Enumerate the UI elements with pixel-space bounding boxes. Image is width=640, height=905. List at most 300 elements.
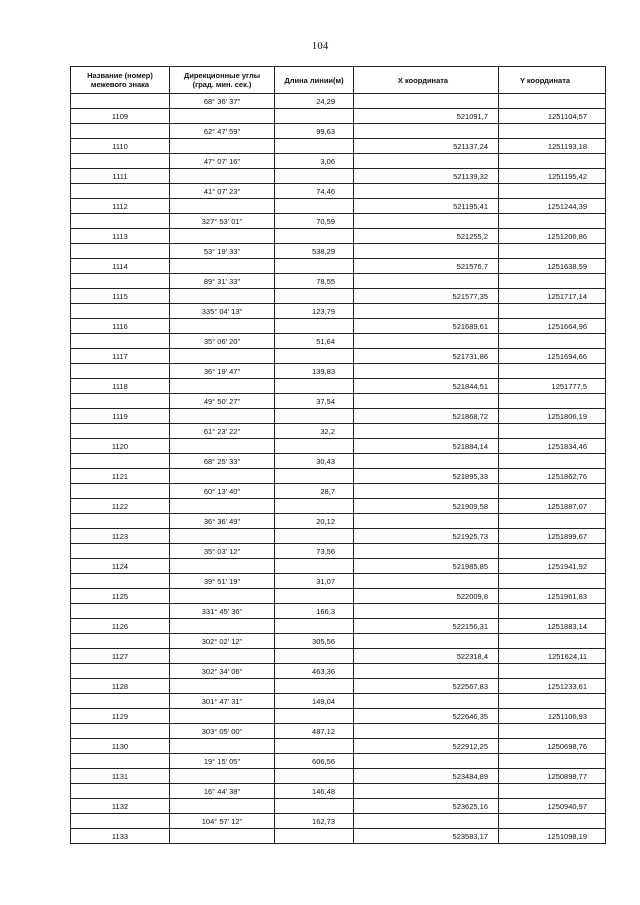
cell-direction-angle: 302° 02' 12" bbox=[170, 634, 275, 649]
cell-mark-name bbox=[71, 724, 170, 739]
cell-line-length bbox=[275, 589, 354, 604]
cell-line-length bbox=[275, 199, 354, 214]
cell-x-coordinate bbox=[354, 724, 499, 739]
cell-direction-angle bbox=[170, 769, 275, 784]
cell-line-length bbox=[275, 649, 354, 664]
cell-line-length: 99,63 bbox=[275, 124, 354, 139]
cell-line-length: 305,56 bbox=[275, 634, 354, 649]
cell-direction-angle bbox=[170, 619, 275, 634]
table-row bbox=[71, 424, 606, 439]
cell-line-length: 3,06 bbox=[275, 154, 354, 169]
table-row bbox=[71, 724, 606, 739]
table-row bbox=[71, 154, 606, 169]
table-body bbox=[71, 94, 606, 844]
cell-direction-angle: 301° 47' 31" bbox=[170, 694, 275, 709]
cell-direction-angle: 89° 31' 33" bbox=[170, 274, 275, 289]
table-row bbox=[71, 514, 606, 529]
cell-x-coordinate: 522567,83 bbox=[354, 679, 499, 694]
cell-y-coordinate: 1251244,39 bbox=[499, 199, 606, 214]
cell-mark-name: 1132 bbox=[71, 799, 170, 814]
cell-direction-angle bbox=[170, 739, 275, 754]
table-row bbox=[71, 289, 606, 304]
cell-line-length: 463,36 bbox=[275, 664, 354, 679]
cell-mark-name: 1124 bbox=[71, 559, 170, 574]
cell-y-coordinate: 1251624,11 bbox=[499, 649, 606, 664]
cell-x-coordinate: 523484,89 bbox=[354, 769, 499, 784]
cell-x-coordinate: 522009,8 bbox=[354, 589, 499, 604]
cell-mark-name: 1114 bbox=[71, 259, 170, 274]
cell-y-coordinate bbox=[499, 484, 606, 499]
cell-mark-name bbox=[71, 454, 170, 469]
cell-line-length: 51,64 bbox=[275, 334, 354, 349]
cell-line-length: 70,59 bbox=[275, 214, 354, 229]
cell-y-coordinate bbox=[499, 814, 606, 829]
cell-x-coordinate: 521576,7 bbox=[354, 259, 499, 274]
cell-line-length: 30,43 bbox=[275, 454, 354, 469]
cell-mark-name bbox=[71, 814, 170, 829]
table-row bbox=[71, 589, 606, 604]
cell-y-coordinate bbox=[499, 754, 606, 769]
table-row bbox=[71, 304, 606, 319]
cell-line-length bbox=[275, 769, 354, 784]
table-row bbox=[71, 229, 606, 244]
cell-direction-angle bbox=[170, 109, 275, 124]
cell-y-coordinate: 1250898,77 bbox=[499, 769, 606, 784]
cell-x-coordinate bbox=[354, 394, 499, 409]
cell-mark-name bbox=[71, 244, 170, 259]
cell-mark-name bbox=[71, 274, 170, 289]
cell-mark-name bbox=[71, 664, 170, 679]
cell-x-coordinate: 521091,7 bbox=[354, 109, 499, 124]
cell-mark-name: 1131 bbox=[71, 769, 170, 784]
cell-direction-angle: 39° 51' 19" bbox=[170, 574, 275, 589]
table-row bbox=[71, 469, 606, 484]
cell-direction-angle bbox=[170, 709, 275, 724]
cell-y-coordinate bbox=[499, 664, 606, 679]
cell-x-coordinate bbox=[354, 514, 499, 529]
table-row bbox=[71, 259, 606, 274]
cell-line-length: 28,7 bbox=[275, 484, 354, 499]
cell-direction-angle bbox=[170, 829, 275, 844]
cell-x-coordinate: 521139,32 bbox=[354, 169, 499, 184]
table-row bbox=[71, 799, 606, 814]
cell-mark-name: 1133 bbox=[71, 829, 170, 844]
cell-mark-name: 1129 bbox=[71, 709, 170, 724]
cell-mark-name bbox=[71, 214, 170, 229]
cell-direction-angle: 61° 23' 22" bbox=[170, 424, 275, 439]
cell-mark-name: 1109 bbox=[71, 109, 170, 124]
cell-direction-angle: 335° 04' 13" bbox=[170, 304, 275, 319]
cell-mark-name: 1123 bbox=[71, 529, 170, 544]
cell-direction-angle bbox=[170, 499, 275, 514]
cell-line-length: 73,56 bbox=[275, 544, 354, 559]
cell-line-length: 20,12 bbox=[275, 514, 354, 529]
table-row bbox=[71, 544, 606, 559]
cell-direction-angle bbox=[170, 409, 275, 424]
cell-x-coordinate bbox=[354, 574, 499, 589]
cell-line-length bbox=[275, 349, 354, 364]
cell-x-coordinate: 521895,33 bbox=[354, 469, 499, 484]
cell-mark-name: 1112 bbox=[71, 199, 170, 214]
cell-y-coordinate: 1251777,5 bbox=[499, 379, 606, 394]
cell-x-coordinate: 521868,72 bbox=[354, 409, 499, 424]
header-angle: Дирекционные углы (град. мин. сек.) bbox=[170, 67, 275, 94]
cell-x-coordinate bbox=[354, 364, 499, 379]
cell-x-coordinate bbox=[354, 424, 499, 439]
cell-y-coordinate bbox=[499, 394, 606, 409]
cell-line-length bbox=[275, 439, 354, 454]
cell-mark-name bbox=[71, 604, 170, 619]
cell-line-length bbox=[275, 229, 354, 244]
cell-direction-angle bbox=[170, 349, 275, 364]
cell-y-coordinate: 1251193,18 bbox=[499, 139, 606, 154]
cell-mark-name bbox=[71, 94, 170, 109]
cell-x-coordinate: 523625,16 bbox=[354, 799, 499, 814]
cell-y-coordinate bbox=[499, 574, 606, 589]
cell-y-coordinate bbox=[499, 94, 606, 109]
cell-y-coordinate bbox=[499, 424, 606, 439]
table-row bbox=[71, 109, 606, 124]
table-row bbox=[71, 559, 606, 574]
cell-line-length bbox=[275, 709, 354, 724]
cell-x-coordinate: 521985,85 bbox=[354, 559, 499, 574]
cell-y-coordinate bbox=[499, 364, 606, 379]
table-row bbox=[71, 769, 606, 784]
page-number: 104 bbox=[311, 40, 329, 52]
cell-direction-angle bbox=[170, 439, 275, 454]
header-name: Название (номер) межевого знака bbox=[71, 67, 170, 94]
cell-direction-angle: 104° 57' 12" bbox=[170, 814, 275, 829]
cell-x-coordinate bbox=[354, 244, 499, 259]
cell-x-coordinate: 522318,4 bbox=[354, 649, 499, 664]
cell-direction-angle bbox=[170, 679, 275, 694]
cell-y-coordinate: 1251206,86 bbox=[499, 229, 606, 244]
table-row bbox=[71, 169, 606, 184]
cell-x-coordinate bbox=[354, 124, 499, 139]
cell-direction-angle: 49° 50' 27" bbox=[170, 394, 275, 409]
cell-x-coordinate: 521731,86 bbox=[354, 349, 499, 364]
cell-y-coordinate bbox=[499, 454, 606, 469]
cell-x-coordinate: 521195,41 bbox=[354, 199, 499, 214]
cell-direction-angle bbox=[170, 589, 275, 604]
table-row bbox=[71, 604, 606, 619]
cell-y-coordinate: 1251638,59 bbox=[499, 259, 606, 274]
cell-direction-angle: 53° 19' 33" bbox=[170, 244, 275, 259]
cell-x-coordinate bbox=[354, 604, 499, 619]
cell-line-length bbox=[275, 109, 354, 124]
table-row bbox=[71, 454, 606, 469]
cell-y-coordinate bbox=[499, 604, 606, 619]
cell-mark-name bbox=[71, 304, 170, 319]
cell-direction-angle: 35° 06' 20" bbox=[170, 334, 275, 349]
cell-direction-angle bbox=[170, 559, 275, 574]
cell-mark-name bbox=[71, 334, 170, 349]
cell-y-coordinate: 1251195,42 bbox=[499, 169, 606, 184]
cell-mark-name: 1110 bbox=[71, 139, 170, 154]
cell-mark-name bbox=[71, 574, 170, 589]
cell-y-coordinate bbox=[499, 124, 606, 139]
cell-mark-name bbox=[71, 784, 170, 799]
table-row bbox=[71, 574, 606, 589]
cell-direction-angle: 16° 44' 38" bbox=[170, 784, 275, 799]
cell-line-length bbox=[275, 379, 354, 394]
cell-direction-angle bbox=[170, 259, 275, 274]
cell-x-coordinate bbox=[354, 544, 499, 559]
cell-line-length bbox=[275, 319, 354, 334]
cell-line-length bbox=[275, 169, 354, 184]
cell-mark-name bbox=[71, 124, 170, 139]
cell-x-coordinate bbox=[354, 334, 499, 349]
cell-mark-name bbox=[71, 694, 170, 709]
cell-line-length bbox=[275, 529, 354, 544]
cell-x-coordinate bbox=[354, 274, 499, 289]
cell-y-coordinate bbox=[499, 514, 606, 529]
cell-direction-angle: 47° 07' 16" bbox=[170, 154, 275, 169]
cell-mark-name: 1130 bbox=[71, 739, 170, 754]
header-y: Y координата bbox=[499, 67, 606, 94]
cell-line-length bbox=[275, 259, 354, 274]
cell-mark-name bbox=[71, 514, 170, 529]
cell-line-length: 31,07 bbox=[275, 574, 354, 589]
cell-line-length bbox=[275, 559, 354, 574]
cell-x-coordinate: 521844,51 bbox=[354, 379, 499, 394]
cell-line-length bbox=[275, 139, 354, 154]
cell-line-length: 166,3 bbox=[275, 604, 354, 619]
table-row bbox=[71, 394, 606, 409]
cell-line-length: 123,79 bbox=[275, 304, 354, 319]
cell-y-coordinate: 1251941,92 bbox=[499, 559, 606, 574]
cell-direction-angle bbox=[170, 469, 275, 484]
cell-line-length: 487,12 bbox=[275, 724, 354, 739]
cell-line-length: 37,54 bbox=[275, 394, 354, 409]
cell-x-coordinate bbox=[354, 214, 499, 229]
cell-mark-name: 1116 bbox=[71, 319, 170, 334]
cell-direction-angle: 36° 36' 49" bbox=[170, 514, 275, 529]
cell-x-coordinate bbox=[354, 454, 499, 469]
cell-x-coordinate: 521909,58 bbox=[354, 499, 499, 514]
cell-y-coordinate: 1251961,83 bbox=[499, 589, 606, 604]
cell-line-length: 146,48 bbox=[275, 784, 354, 799]
cell-x-coordinate bbox=[354, 784, 499, 799]
cell-line-length: 78,55 bbox=[275, 274, 354, 289]
cell-direction-angle: 19° 15' 05" bbox=[170, 754, 275, 769]
cell-mark-name bbox=[71, 154, 170, 169]
cell-mark-name: 1118 bbox=[71, 379, 170, 394]
cell-line-length: 538,29 bbox=[275, 244, 354, 259]
cell-y-coordinate: 1250940,97 bbox=[499, 799, 606, 814]
cell-y-coordinate bbox=[499, 334, 606, 349]
cell-direction-angle: 303° 05' 00" bbox=[170, 724, 275, 739]
table-row bbox=[71, 529, 606, 544]
cell-direction-angle: 68° 25' 33" bbox=[170, 454, 275, 469]
cell-direction-angle: 36° 19' 47" bbox=[170, 364, 275, 379]
cell-x-coordinate: 521577,35 bbox=[354, 289, 499, 304]
cell-direction-angle: 327° 53' 01" bbox=[170, 214, 275, 229]
table-row bbox=[71, 664, 606, 679]
table-row bbox=[71, 199, 606, 214]
cell-mark-name: 1115 bbox=[71, 289, 170, 304]
table-row bbox=[71, 634, 606, 649]
cell-direction-angle bbox=[170, 319, 275, 334]
cell-mark-name bbox=[71, 634, 170, 649]
table-row bbox=[71, 379, 606, 394]
table-row bbox=[71, 739, 606, 754]
cell-y-coordinate bbox=[499, 634, 606, 649]
cell-line-length: 74,46 bbox=[275, 184, 354, 199]
cell-y-coordinate: 1251664,96 bbox=[499, 319, 606, 334]
cell-y-coordinate: 1251899,67 bbox=[499, 529, 606, 544]
cell-x-coordinate bbox=[354, 184, 499, 199]
cell-mark-name: 1117 bbox=[71, 349, 170, 364]
cell-x-coordinate: 521925,73 bbox=[354, 529, 499, 544]
cell-line-length bbox=[275, 289, 354, 304]
cell-y-coordinate: 1251862,76 bbox=[499, 469, 606, 484]
cell-y-coordinate: 1251834,46 bbox=[499, 439, 606, 454]
cell-direction-angle bbox=[170, 799, 275, 814]
cell-y-coordinate: 1251104,57 bbox=[499, 109, 606, 124]
table-row bbox=[71, 499, 606, 514]
cell-x-coordinate bbox=[354, 304, 499, 319]
cell-direction-angle bbox=[170, 379, 275, 394]
cell-y-coordinate bbox=[499, 544, 606, 559]
cell-direction-angle bbox=[170, 289, 275, 304]
cell-direction-angle: 41° 07' 23" bbox=[170, 184, 275, 199]
cell-mark-name bbox=[71, 484, 170, 499]
table-row bbox=[71, 814, 606, 829]
cell-y-coordinate bbox=[499, 244, 606, 259]
cell-mark-name: 1111 bbox=[71, 169, 170, 184]
cell-y-coordinate bbox=[499, 274, 606, 289]
cell-x-coordinate bbox=[354, 154, 499, 169]
cell-x-coordinate: 522156,31 bbox=[354, 619, 499, 634]
cell-mark-name: 1113 bbox=[71, 229, 170, 244]
table-row bbox=[71, 274, 606, 289]
cell-line-length: 32,2 bbox=[275, 424, 354, 439]
cell-x-coordinate bbox=[354, 484, 499, 499]
cell-x-coordinate bbox=[354, 664, 499, 679]
table-row bbox=[71, 484, 606, 499]
cell-y-coordinate: 1250698,76 bbox=[499, 739, 606, 754]
cell-line-length bbox=[275, 829, 354, 844]
cell-y-coordinate: 1251098,19 bbox=[499, 829, 606, 844]
cell-y-coordinate: 1251233,61 bbox=[499, 679, 606, 694]
cell-y-coordinate bbox=[499, 184, 606, 199]
cell-x-coordinate bbox=[354, 94, 499, 109]
cell-direction-angle bbox=[170, 529, 275, 544]
cell-direction-angle: 302° 34' 06" bbox=[170, 664, 275, 679]
cell-y-coordinate bbox=[499, 694, 606, 709]
cell-y-coordinate: 1251887,07 bbox=[499, 499, 606, 514]
cell-line-length bbox=[275, 409, 354, 424]
cell-y-coordinate bbox=[499, 304, 606, 319]
cell-line-length: 139,83 bbox=[275, 364, 354, 379]
cell-direction-angle: 60° 13' 40" bbox=[170, 484, 275, 499]
table-header-row bbox=[71, 67, 606, 94]
table-row bbox=[71, 244, 606, 259]
table-row bbox=[71, 694, 606, 709]
table-row bbox=[71, 184, 606, 199]
cell-mark-name bbox=[71, 544, 170, 559]
cell-line-length: 162,73 bbox=[275, 814, 354, 829]
cell-x-coordinate: 522912,25 bbox=[354, 739, 499, 754]
table-row bbox=[71, 124, 606, 139]
cell-line-length bbox=[275, 679, 354, 694]
table-row bbox=[71, 649, 606, 664]
cell-x-coordinate: 522646,35 bbox=[354, 709, 499, 724]
table-row bbox=[71, 139, 606, 154]
cell-x-coordinate: 523583,17 bbox=[354, 829, 499, 844]
cell-mark-name: 1128 bbox=[71, 679, 170, 694]
cell-direction-angle: 68° 36' 37" bbox=[170, 94, 275, 109]
table-row bbox=[71, 709, 606, 724]
cell-direction-angle bbox=[170, 229, 275, 244]
table-row bbox=[71, 94, 606, 109]
cell-x-coordinate bbox=[354, 754, 499, 769]
cell-line-length bbox=[275, 739, 354, 754]
cell-mark-name: 1127 bbox=[71, 649, 170, 664]
cell-y-coordinate: 1251806,19 bbox=[499, 409, 606, 424]
table-row bbox=[71, 364, 606, 379]
cell-x-coordinate: 521255,2 bbox=[354, 229, 499, 244]
cell-line-length bbox=[275, 799, 354, 814]
cell-direction-angle bbox=[170, 139, 275, 154]
table-row bbox=[71, 754, 606, 769]
cell-y-coordinate: 1251717,14 bbox=[499, 289, 606, 304]
cell-mark-name bbox=[71, 184, 170, 199]
table-row bbox=[71, 619, 606, 634]
cell-mark-name bbox=[71, 424, 170, 439]
cell-y-coordinate: 1251106,93 bbox=[499, 709, 606, 724]
cell-line-length: 149,04 bbox=[275, 694, 354, 709]
cell-x-coordinate bbox=[354, 634, 499, 649]
cell-line-length bbox=[275, 469, 354, 484]
cell-x-coordinate: 521689,61 bbox=[354, 319, 499, 334]
cell-direction-angle: 331° 45' 36" bbox=[170, 604, 275, 619]
cell-mark-name: 1122 bbox=[71, 499, 170, 514]
cell-y-coordinate bbox=[499, 724, 606, 739]
table-row bbox=[71, 334, 606, 349]
table-row bbox=[71, 214, 606, 229]
cell-mark-name bbox=[71, 394, 170, 409]
table-row bbox=[71, 439, 606, 454]
cell-y-coordinate bbox=[499, 784, 606, 799]
cell-x-coordinate bbox=[354, 694, 499, 709]
cell-line-length bbox=[275, 499, 354, 514]
cell-y-coordinate: 1251694,66 bbox=[499, 349, 606, 364]
table-row bbox=[71, 679, 606, 694]
cell-direction-angle: 62° 47' 59" bbox=[170, 124, 275, 139]
table-row bbox=[71, 829, 606, 844]
boundary-coordinates-table bbox=[70, 66, 606, 844]
cell-x-coordinate: 521884,14 bbox=[354, 439, 499, 454]
cell-mark-name: 1120 bbox=[71, 439, 170, 454]
header-length: Длина линии(м) bbox=[275, 67, 354, 94]
cell-direction-angle bbox=[170, 649, 275, 664]
cell-x-coordinate: 521137,24 bbox=[354, 139, 499, 154]
table-row bbox=[71, 784, 606, 799]
cell-mark-name bbox=[71, 754, 170, 769]
header-x: X координата bbox=[354, 67, 499, 94]
cell-line-length: 24,29 bbox=[275, 94, 354, 109]
cell-direction-angle: 35° 03' 12" bbox=[170, 544, 275, 559]
cell-mark-name: 1126 bbox=[71, 619, 170, 634]
table-row bbox=[71, 349, 606, 364]
table-row bbox=[71, 409, 606, 424]
cell-line-length: 606,56 bbox=[275, 754, 354, 769]
cell-y-coordinate bbox=[499, 154, 606, 169]
cell-mark-name: 1121 bbox=[71, 469, 170, 484]
cell-mark-name: 1119 bbox=[71, 409, 170, 424]
